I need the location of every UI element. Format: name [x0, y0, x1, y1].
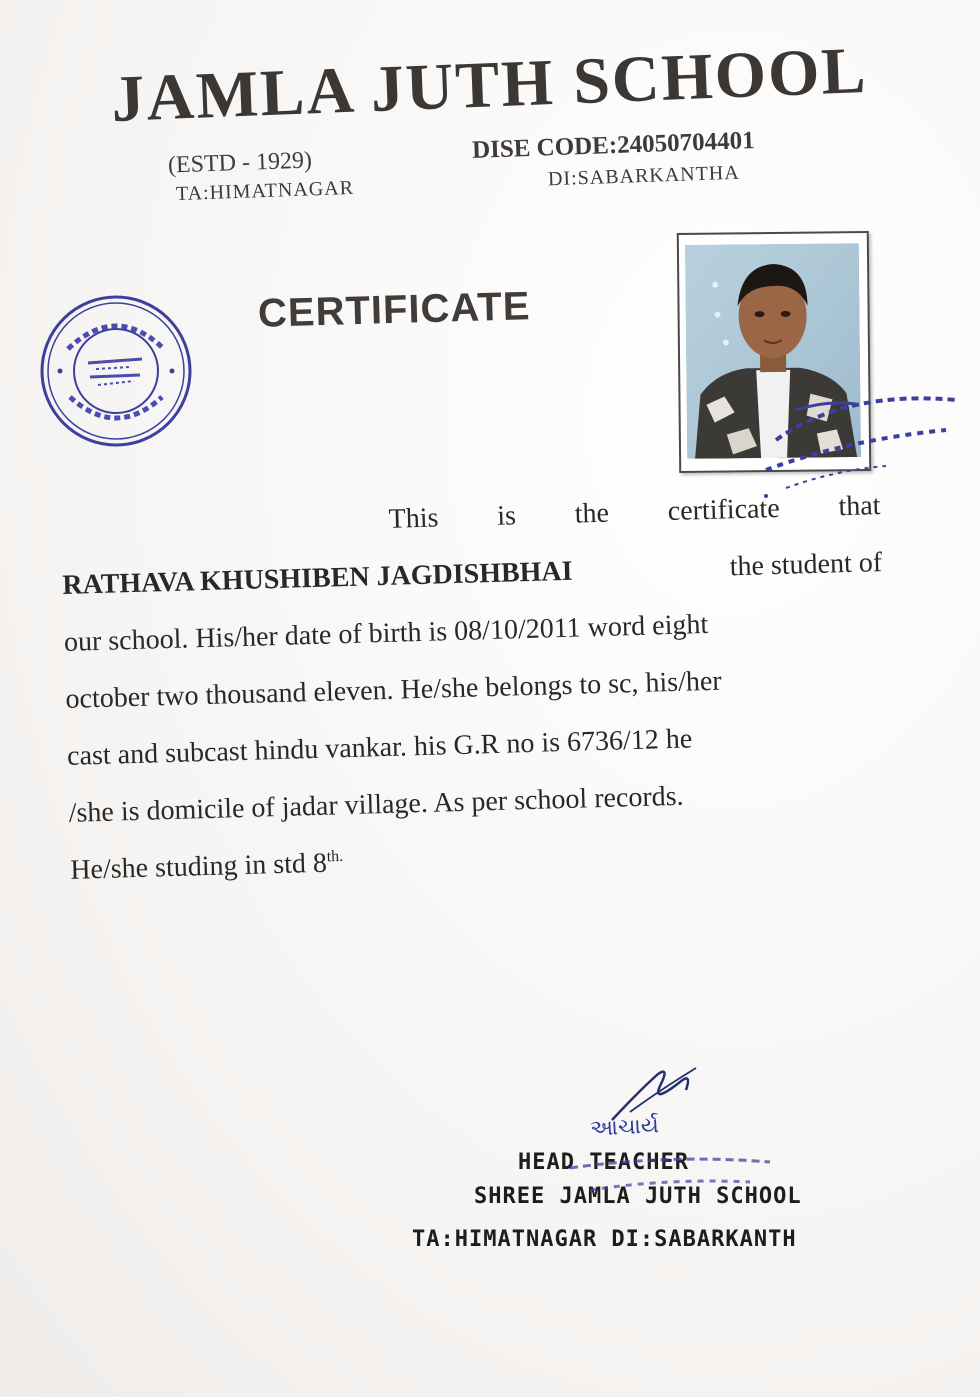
body-word: is [496, 500, 517, 532]
body-text-segment: He/she studing in std 8 [69, 847, 328, 886]
body-text-segment: the student of [729, 547, 883, 583]
student-name: RATHAVA KHUSHIBEN JAGDISHBHAI [61, 555, 573, 601]
principal-stamp-label: આચાર્ય [589, 1113, 660, 1142]
certificate-body [60, 477, 891, 899]
established-year: (ESTD - 1929) [167, 147, 313, 179]
body-line-3: our school. His/her date of birth is 08/10/2011 word eight [63, 608, 709, 658]
dise-code: DISE CODE:24050704401 [471, 127, 756, 164]
taluka-district-footer: TA:HIMATNAGAR DI:SABARKANTH [412, 1227, 797, 1252]
ordinal-suffix: th. [326, 847, 344, 866]
body-word: This [388, 502, 439, 535]
school-name: JAMLA JUTH SCHOOL [110, 33, 869, 136]
body-line-5: cast and subcast hindu vankar. his G.R no is 6736/12 he [66, 723, 693, 772]
certificate-title: CERTIFICATE [257, 284, 532, 336]
signature-stamp-icon [560, 1146, 780, 1206]
body-line-6: /she is domicile of jadar village. As per school records. [68, 780, 685, 829]
school-name-footer: SHREE JAMLA JUTH SCHOOL [474, 1184, 802, 1209]
body-line-4: october two thousand eleven. He/she belongs to sc, his/her [65, 665, 723, 715]
taluka: TA:HIMATNAGAR [175, 176, 355, 206]
body-word: that [838, 490, 881, 523]
school-seal-icon [38, 293, 194, 449]
district: DI:SABARKANTHA [547, 161, 741, 191]
head-teacher-label: HEAD TEACHER [518, 1150, 689, 1175]
body-word: the [574, 497, 610, 530]
body-word: certificate [667, 492, 781, 528]
